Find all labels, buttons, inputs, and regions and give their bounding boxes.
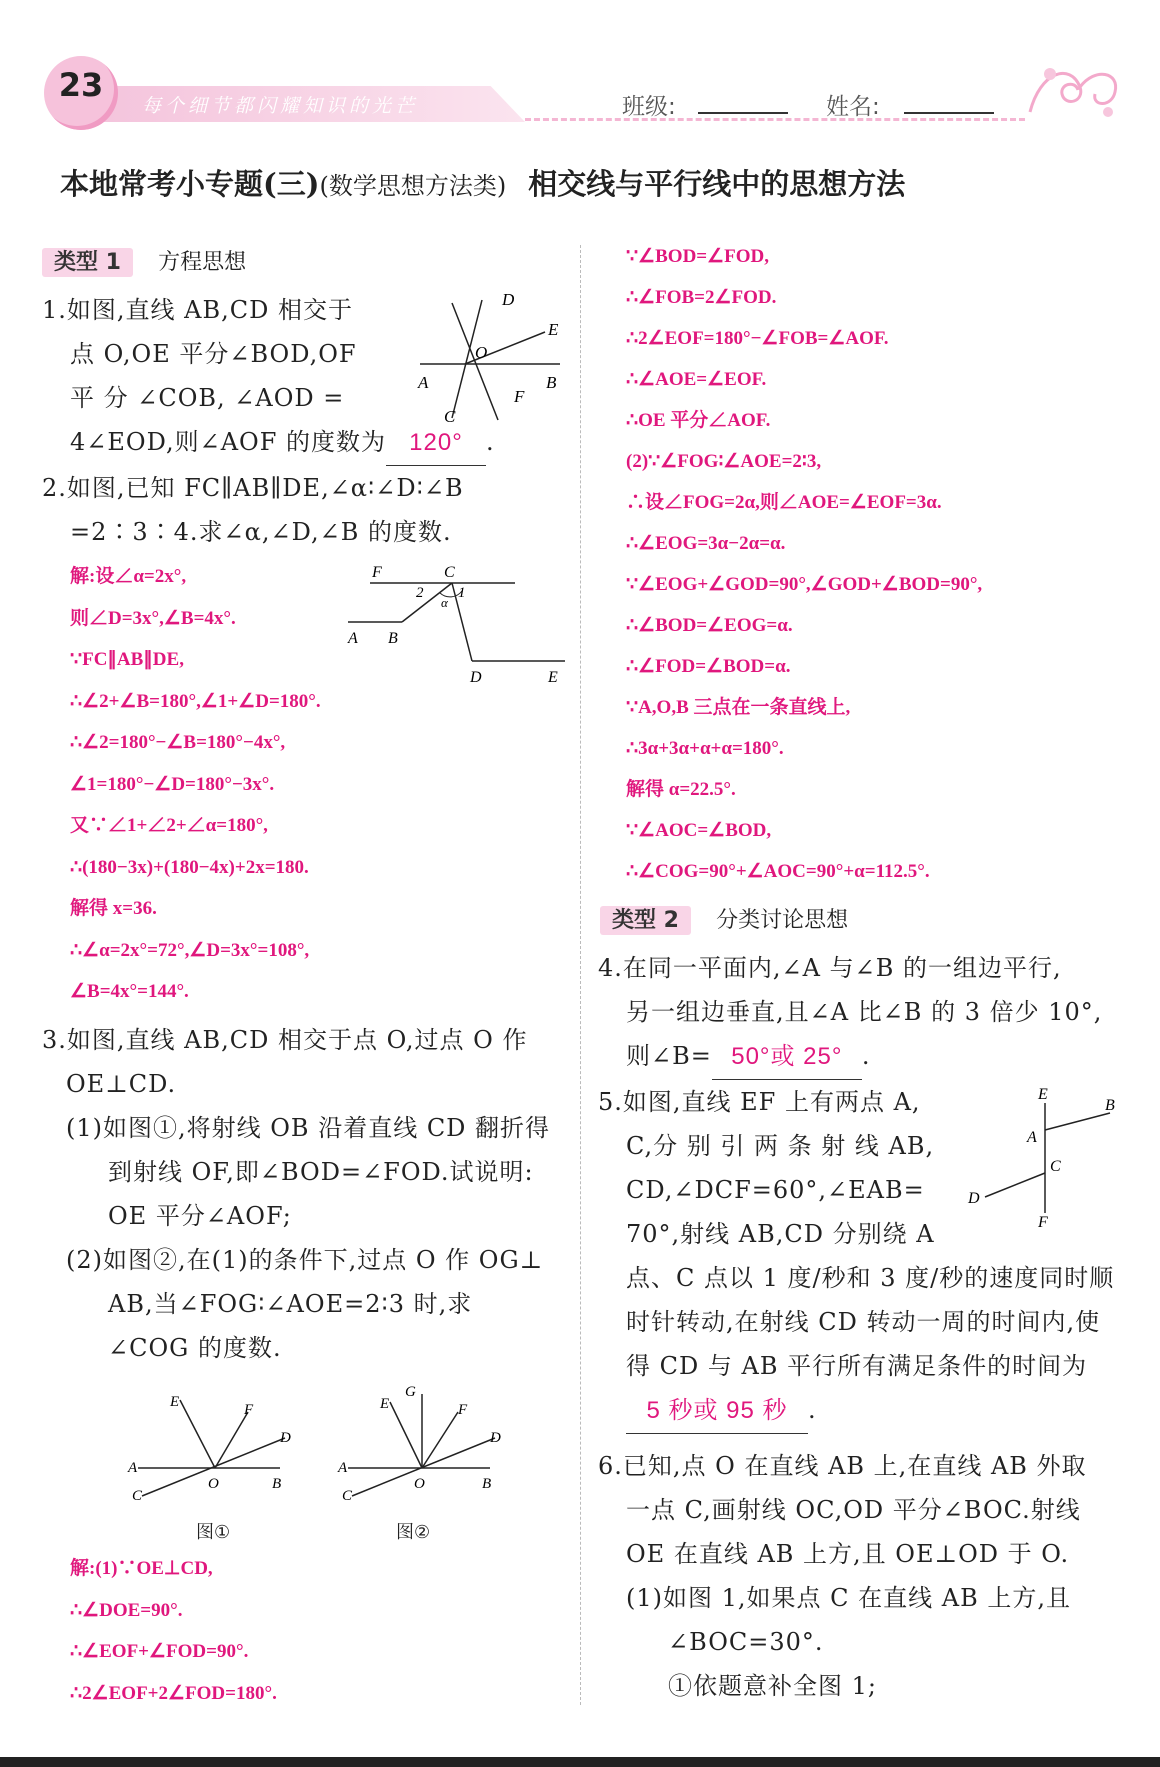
label-F: F [244, 1402, 254, 1418]
type2-badge: 类型 2 [600, 906, 691, 935]
label-alpha: α [441, 595, 448, 610]
q3-solution-left: 解:(1)∵OE⊥CD, ∴∠DOE=90°. ∴∠EOF+∠FOD=90°. ∴2∠EOF+2∠FOD=180°. [70, 1558, 277, 1704]
label-O: O [414, 1476, 425, 1492]
label-C: C [132, 1488, 143, 1504]
label-C: C [342, 1488, 353, 1504]
label-A: A [1027, 1129, 1037, 1146]
q1-text: 1.如图,直线 AB,CD 相交于 点 O,OE 平分∠BOD,OF 平 分 ∠COB, ∠AOD = 4∠EOD,则∠AOF 的度数为 120° . [42, 288, 412, 466]
label-1: 1 [458, 585, 466, 601]
label-B: B [1105, 1097, 1115, 1114]
label-F: F [1038, 1214, 1048, 1230]
label-A: A [348, 630, 358, 647]
label-E: E [548, 320, 559, 339]
type1-badge: 类型 1 [42, 248, 133, 277]
label-C: C [1050, 1158, 1061, 1175]
q3-fig2-caption: 图② [396, 1522, 431, 1543]
name-label: 姓名: [826, 94, 880, 120]
q5-figure [960, 1085, 1130, 1230]
q3-figure-2 [330, 1380, 520, 1510]
q5-answer: 5 秒或 95 秒 [626, 1389, 808, 1434]
label-C: C [444, 407, 456, 426]
type1-heading [42, 245, 246, 276]
label-E: E [380, 1396, 390, 1412]
flourish-ornament-icon [1020, 52, 1130, 127]
q2-text: 2.如图,已知 FC∥AB∥DE,∠α∶∠D∶∠B =2∶3∶4.求∠α,∠D,∠B 的度数. [42, 474, 464, 546]
label-G: G [405, 1384, 416, 1400]
header-dashes [525, 118, 1025, 121]
column-divider [580, 245, 581, 1705]
q2-solution: 解:设∠α=2x°, 则∠D=3x°,∠B=4x°. ∵FC∥AB∥DE, ∴∠2+∠B=180°,∠1+∠D=180°. ∴∠2=180°−∠B=180°−4x°, ∠1=180°−∠D=180°−3x°. 又∵∠1+∠2+∠α=180°, ∴(180−3x)+(180−4x)+2x=180. 解得 x=36. ∴∠α=2x°=72°,∠D=3x°=108°, ∠B=4x°=144°. [70, 566, 321, 1002]
label-D: D [490, 1430, 501, 1446]
q3-solution-right: ∵∠BOD=∠FOD, ∴∠FOB=2∠FOD. ∴2∠EOF=180°−∠FOB=∠AOF. ∴∠AOE=∠EOF. ∴OE 平分∠AOF. (2)∵∠FOG∶∠AOE=2∶3, ∴设∠FOG=2α,则∠AOE=∠EOF=3α. ∴∠EOG=3α−2α=α. ∵∠EOG+∠GOD=90°,∠GOD+∠BOD=90°, ∴∠BOD=∠EOG=α. ∴∠FOD=∠BOD=α. ∵A,O,B 三点在一条直线上, ∴3α+3α+α+α=180°. 解得 α=22.5°. ∵∠AOC=∠BOD, ∴∠COG=90°+∠AOC=90°+α=112.5°. [626, 246, 983, 882]
label-F: F [372, 564, 382, 581]
label-B: B [272, 1476, 282, 1492]
class-field[interactable] [698, 112, 788, 114]
q4-text: 4.在同一平面内,∠A 与∠B 的一组边平行, 另一组边垂直,且∠A 比∠B 的 3 倍少 10°, 则∠B= 50°或 25° . [598, 946, 1138, 1080]
label-D: D [470, 669, 482, 685]
q3-fig1-caption: 图① [196, 1522, 231, 1543]
q6-text: 6.已知,点 O 在直线 AB 上,在直线 AB 外取 一点 C,画射线 OC,OD 平分∠BOC.射线 OE 在直线 AB 上方,且 OE⊥OD 于 O. (1)如图 1,如果点 C 在直线 AB 上方,且 ∠BOC=30°. ①依题意补全图 1; [598, 1452, 1087, 1700]
page-number: 23 [58, 66, 104, 104]
label-2: 2 [416, 585, 424, 601]
label-F: F [458, 1402, 468, 1418]
label-O: O [475, 343, 488, 362]
label-B: B [482, 1476, 492, 1492]
name-field[interactable] [904, 112, 994, 114]
label-A: A [418, 373, 429, 392]
type2-heading [600, 903, 848, 934]
label-B: B [388, 630, 398, 647]
page-title [60, 162, 1120, 203]
label-E: E [170, 1394, 180, 1410]
label-F: F [514, 387, 525, 406]
label-C: C [444, 564, 455, 581]
label-A: A [338, 1460, 348, 1476]
q5-text: 5.如图,直线 EF 上有两点 A, C,分 别 引 两 条 射 线 AB, CD,∠DCF=60°,∠EAB= 70°,射线 AB,CD 分别绕 A 点、C 点以 1 度/秒和 3 度/秒的速度同时顺 时针转动,在射线 CD 转动一周的时间内,使 得 CD 与 AB 平行所有满足条件的时间为 5 秒或 95 秒 . [598, 1080, 1138, 1434]
label-E: E [1038, 1086, 1048, 1103]
label-D: D [968, 1190, 980, 1207]
label-O: O [208, 1476, 219, 1492]
label-E: E [548, 669, 558, 685]
label-D: D [502, 290, 515, 309]
bottom-strip [0, 1757, 1160, 1767]
type2-title: 分类讨论思想 [716, 908, 849, 933]
title-main: 本地常考小专题(三) [60, 167, 320, 201]
title-topic: 相交线与平行线中的思想方法 [528, 167, 906, 201]
q3-text: 3.如图,直线 AB,CD 相交于点 O,过点 O 作 OE⊥CD. (1)如图①,将射线 OB 沿着直线 CD 翻折得 到射线 OF,即∠BOD=∠FOD.试说明: OE 平分∠AOF; (2)如图②,在(1)的条件下,过点 O 作 OG⊥ AB,当∠FOG∶∠AOE=2∶3 时,求 ∠COG 的度数. [42, 1026, 551, 1362]
q1-answer: 120° [386, 421, 486, 466]
q3-figure-1 [120, 1390, 310, 1510]
q1-figure [410, 290, 570, 430]
class-label: 班级: [622, 94, 676, 120]
type1-title: 方程思想 [158, 250, 247, 275]
label-D: D [280, 1430, 291, 1446]
label-A: A [128, 1460, 138, 1476]
title-sub: (数学思想方法类) [319, 172, 507, 200]
label-B: B [546, 373, 557, 392]
q4-answer: 50°或 25° [712, 1035, 862, 1080]
header-slogan: 每个细节都闪耀知识的光芒 [142, 95, 419, 117]
